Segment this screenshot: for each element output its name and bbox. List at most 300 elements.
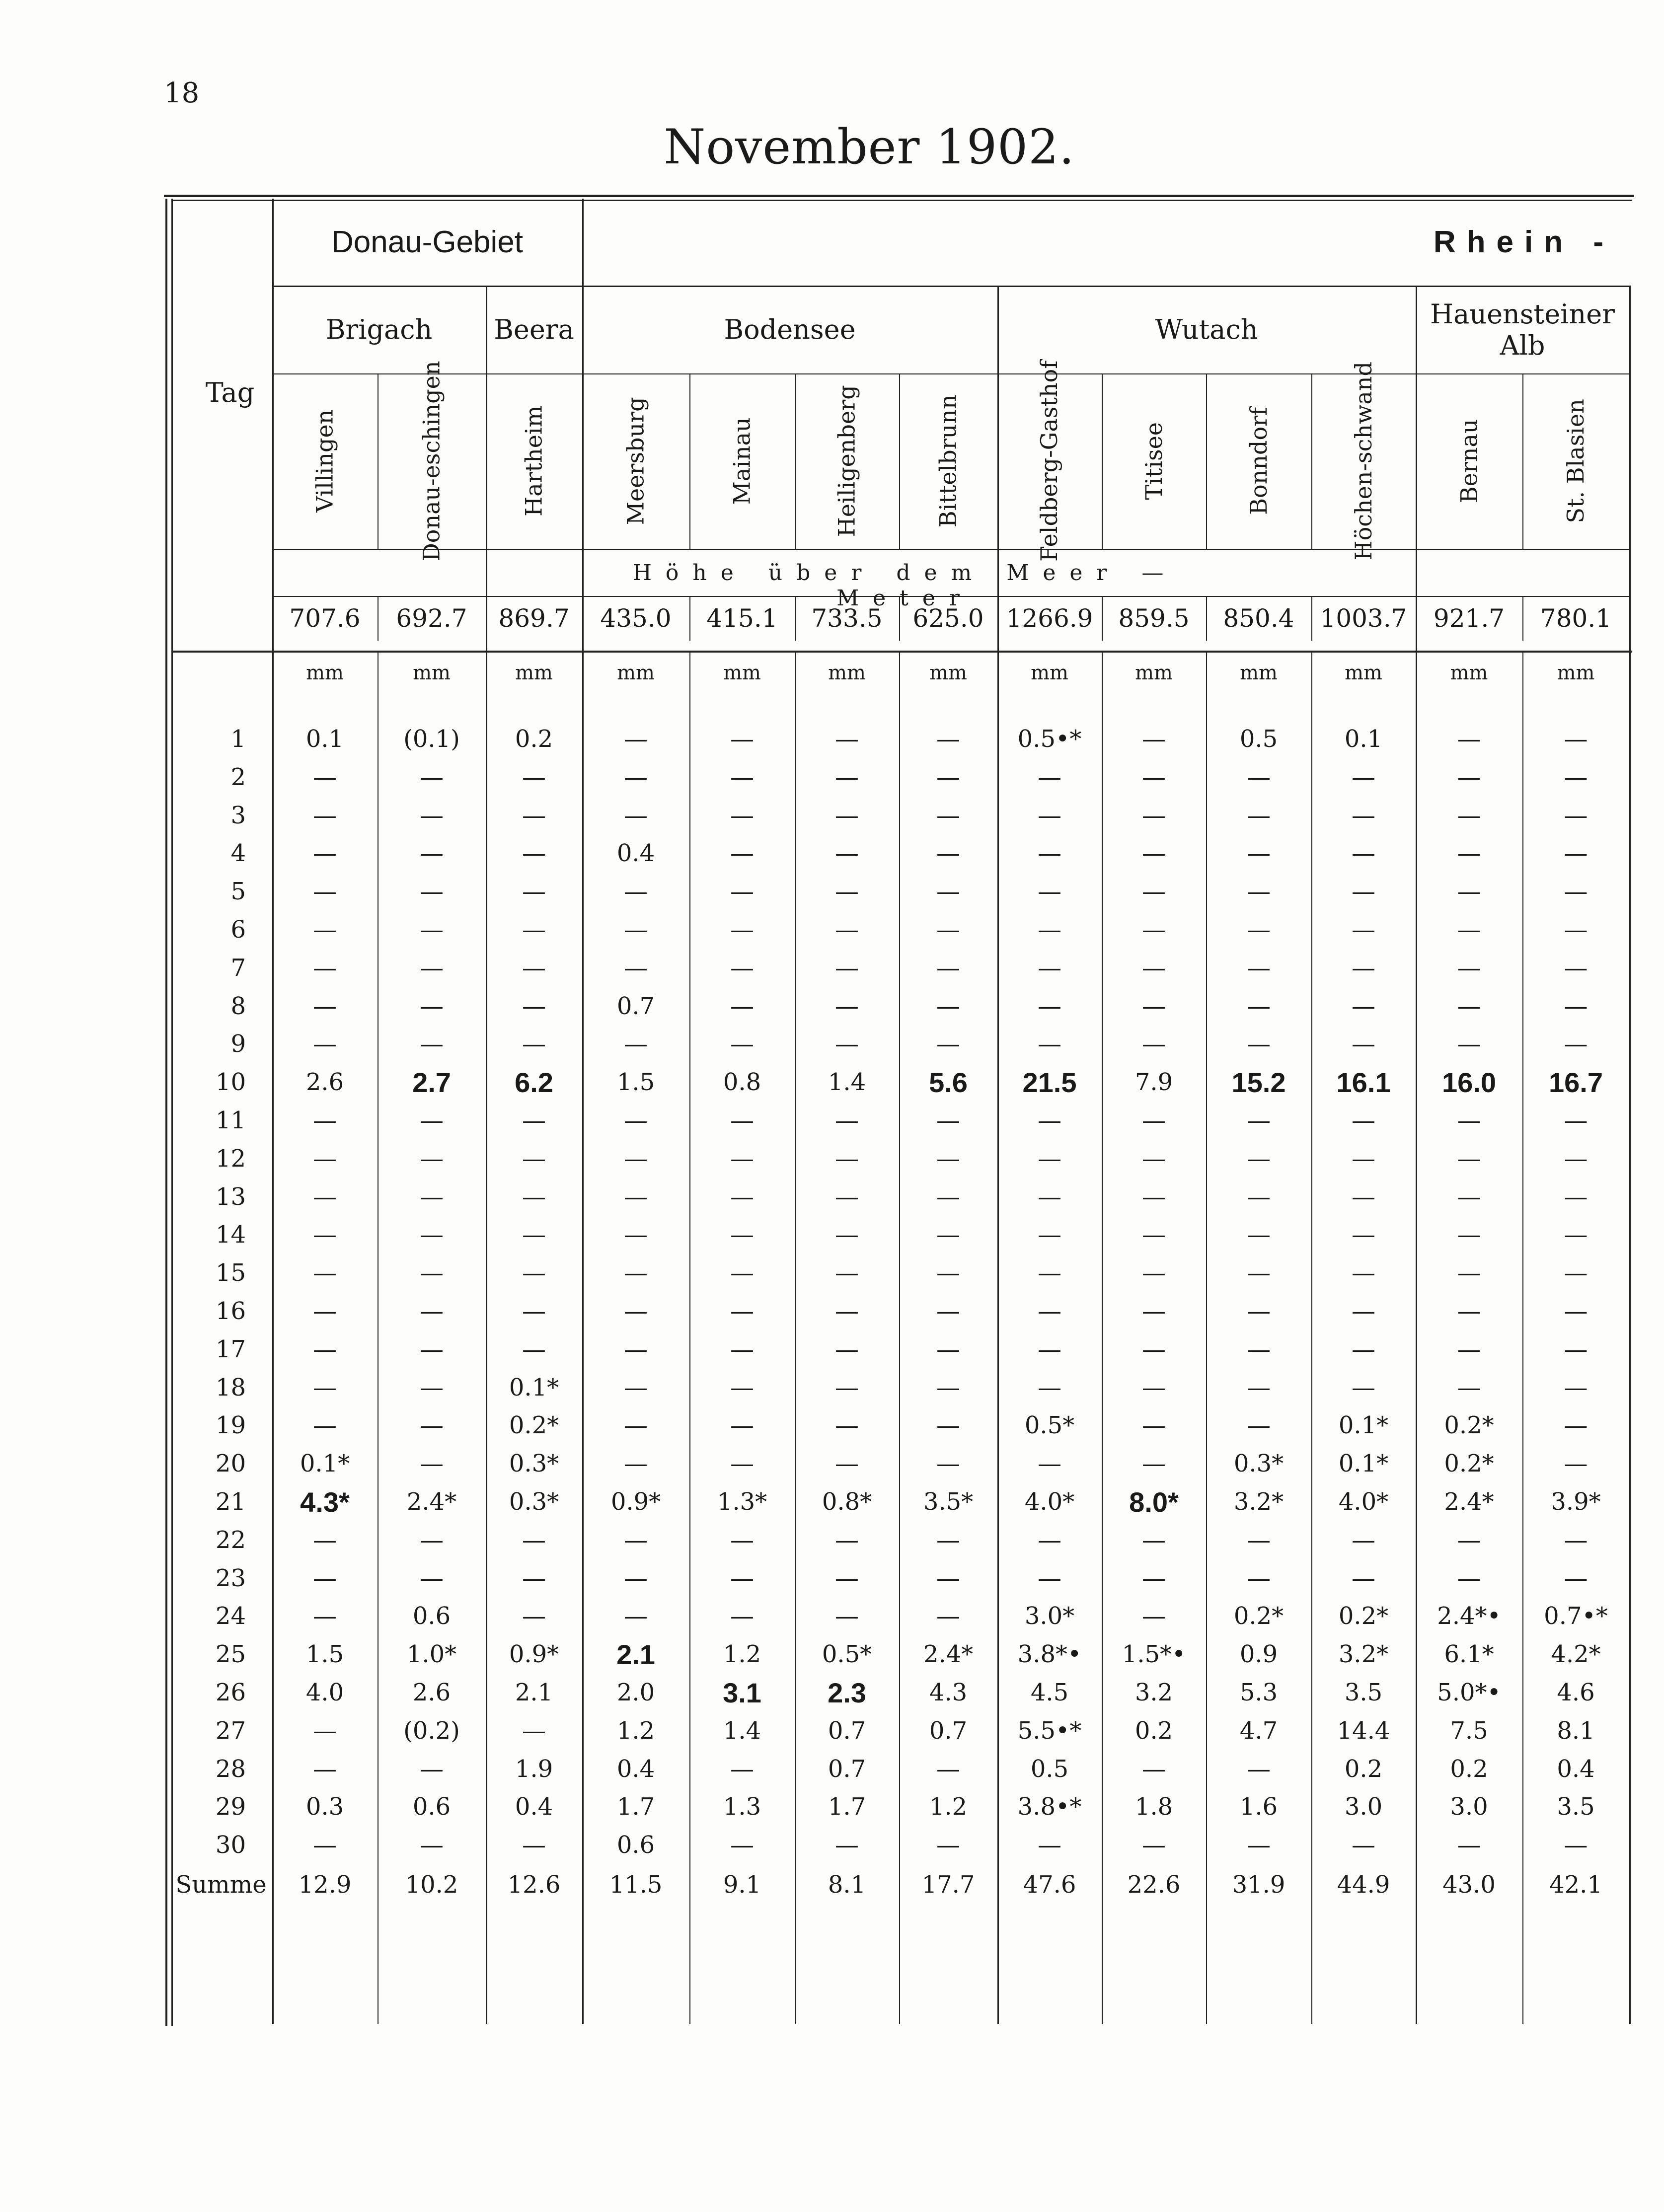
- precip-value: 0.2: [1344, 1755, 1383, 1783]
- precip-value: —: [624, 763, 648, 791]
- precip-value: 2.4*: [923, 1640, 974, 1669]
- precip-value: —: [1142, 725, 1166, 753]
- day-number: 29: [215, 1793, 246, 1821]
- precip-value: —: [624, 1144, 648, 1173]
- precip-value: —: [1247, 1297, 1271, 1325]
- precip-value: (0.2): [403, 1716, 460, 1745]
- precip-value: 2.4*: [1444, 1488, 1494, 1516]
- precip-value: —: [835, 878, 859, 906]
- tag-header: Tag: [205, 376, 255, 408]
- precip-value: 0.2: [515, 725, 553, 753]
- unit-label: mm: [723, 662, 761, 684]
- precip-value: —: [313, 1831, 337, 1859]
- precip-value: 0.2: [1450, 1755, 1488, 1783]
- precip-value: —: [835, 954, 859, 982]
- precip-value: —: [1564, 1450, 1588, 1478]
- precip-value: —: [1352, 1259, 1375, 1287]
- precip-value: —: [420, 1831, 444, 1859]
- precip-value: —: [1142, 1602, 1166, 1630]
- precip-value: —: [420, 1221, 444, 1249]
- precip-value: —: [1352, 1297, 1375, 1325]
- precip-value: —: [1352, 1564, 1375, 1592]
- precip-value: 0.4: [616, 1755, 655, 1783]
- precip-value: 3.5*: [923, 1488, 974, 1516]
- precip-value: 0.1*: [1338, 1450, 1389, 1478]
- monthly-sum: 17.7: [921, 1871, 975, 1899]
- precip-value: —: [1142, 801, 1166, 829]
- precip-value: —: [420, 801, 444, 829]
- precip-value: —: [730, 1450, 754, 1478]
- page-title: [0, 119, 1664, 175]
- station-altitude-8: 1266.9: [1006, 604, 1093, 633]
- precip-value: —: [313, 1030, 337, 1058]
- precip-value: 0.7: [828, 1716, 866, 1745]
- region-donau-header: Donau-Gebiet: [331, 225, 524, 259]
- precip-value: —: [1457, 878, 1481, 906]
- precip-value: 2.1: [515, 1679, 553, 1706]
- monthly-sum: 12.6: [507, 1871, 561, 1899]
- day-number: 30: [215, 1831, 246, 1859]
- precip-value: 2.0: [616, 1679, 655, 1706]
- precip-value: 0.3*: [1233, 1450, 1284, 1478]
- precip-value: 4.3*: [300, 1486, 350, 1518]
- monthly-sum: 42.1: [1549, 1871, 1602, 1899]
- precip-value: 0.1: [1344, 725, 1383, 753]
- precip-value: —: [1038, 1297, 1061, 1325]
- precip-value: —: [835, 1831, 859, 1859]
- station-altitude-12: 921.7: [1433, 604, 1505, 633]
- precip-value: —: [936, 1564, 960, 1592]
- precip-value: —: [624, 1335, 648, 1363]
- precip-value: 8.1: [1557, 1716, 1595, 1745]
- precip-value: —: [420, 878, 444, 906]
- precip-value: 1.5: [616, 1068, 655, 1097]
- precip-value: 0.4: [616, 839, 655, 868]
- precip-value: —: [1457, 801, 1481, 829]
- precip-value: 0.1: [305, 725, 344, 753]
- station-name-text: Bittelbrunn: [934, 394, 962, 528]
- precip-value: —: [313, 1602, 337, 1630]
- precip-value: 1.7: [828, 1793, 866, 1821]
- monthly-sum: 10.2: [405, 1871, 458, 1899]
- precip-value: 5.0*•: [1437, 1679, 1501, 1706]
- precip-value: —: [522, 954, 546, 982]
- precip-value: —: [730, 1755, 754, 1783]
- precip-value: —: [1564, 1564, 1588, 1592]
- precip-value: 0.8*: [822, 1488, 872, 1516]
- precip-value: —: [1247, 1030, 1271, 1058]
- station-altitude-5: 415.1: [706, 604, 778, 633]
- day-number: 6: [230, 916, 246, 944]
- station-name-13: [1522, 373, 1629, 549]
- left-double-rule: [165, 199, 167, 2026]
- precip-value: 0.9*: [509, 1640, 559, 1669]
- precip-value: —: [1352, 763, 1375, 791]
- precip-value: —: [1564, 725, 1588, 753]
- day-number: 18: [215, 1373, 246, 1401]
- precip-value: 8.0*: [1129, 1486, 1179, 1518]
- precip-value: 3.2: [1135, 1679, 1173, 1706]
- precip-value: —: [313, 1755, 337, 1783]
- precip-value: 0.4: [1557, 1755, 1595, 1783]
- precip-value: —: [1352, 1106, 1375, 1134]
- precip-value: —: [730, 1259, 754, 1287]
- precip-value: 3.8•*: [1017, 1793, 1082, 1821]
- day-number: 20: [215, 1450, 246, 1478]
- precip-value: 0.5: [1030, 1755, 1069, 1783]
- precip-value: —: [835, 801, 859, 829]
- precip-value: —: [420, 1030, 444, 1058]
- precip-value: —: [835, 1526, 859, 1554]
- precip-value: —: [313, 763, 337, 791]
- precip-value: 3.0: [1450, 1793, 1488, 1821]
- unit-label: mm: [515, 662, 553, 684]
- precip-value: —: [420, 992, 444, 1020]
- precip-value: 0.5*: [1024, 1411, 1075, 1440]
- group-header-hauensteiner-alb: Hauensteiner Alb: [1430, 298, 1615, 361]
- precip-value: —: [522, 1221, 546, 1249]
- precip-value: —: [1352, 1144, 1375, 1173]
- precip-value: —: [522, 1831, 546, 1859]
- precip-value: —: [936, 1411, 960, 1440]
- precip-value: 1.3*: [717, 1488, 767, 1516]
- station-name-1: [272, 373, 378, 549]
- precip-value: —: [624, 1221, 648, 1249]
- precip-value: 16.1: [1336, 1066, 1391, 1098]
- precip-value: 3.8*•: [1017, 1640, 1082, 1669]
- precip-value: —: [1352, 992, 1375, 1020]
- precip-value: —: [835, 1335, 859, 1363]
- precip-value: —: [1247, 992, 1271, 1020]
- precip-value: —: [1352, 878, 1375, 906]
- precip-value: —: [936, 1106, 960, 1134]
- precip-value: —: [420, 1411, 444, 1440]
- precip-value: —: [1457, 1182, 1481, 1211]
- precip-value: —: [1247, 1564, 1271, 1592]
- precip-value: 4.0: [305, 1679, 344, 1706]
- precip-value: —: [522, 1602, 546, 1630]
- precip-value: 2.3: [828, 1677, 866, 1708]
- precip-value: —: [936, 1297, 960, 1325]
- precip-value: —: [1564, 1221, 1588, 1249]
- precip-value: 1.8: [1135, 1793, 1173, 1821]
- day-number: 27: [215, 1716, 246, 1745]
- day-number: 5: [230, 878, 246, 906]
- precip-value: 1.4: [723, 1716, 761, 1745]
- precip-value: —: [522, 839, 546, 868]
- day-number: 24: [215, 1602, 246, 1630]
- precip-value: 5.3: [1239, 1679, 1278, 1706]
- precip-value: 1.9: [515, 1755, 553, 1783]
- precip-value: —: [522, 992, 546, 1020]
- station-name-text: Höchen-schwand: [1350, 362, 1377, 561]
- precip-value: 2.6: [305, 1068, 344, 1097]
- precip-value: —: [730, 878, 754, 906]
- precip-value: —: [730, 992, 754, 1020]
- precip-value: 0.7: [828, 1755, 866, 1783]
- precip-value: —: [522, 1182, 546, 1211]
- precip-value: —: [1247, 1335, 1271, 1363]
- station-name-3: [486, 373, 582, 549]
- precip-value: —: [1457, 1030, 1481, 1058]
- precip-value: 0.2*: [509, 1411, 559, 1440]
- day-number: 17: [215, 1335, 246, 1363]
- precip-value: 14.4: [1337, 1716, 1390, 1745]
- precip-value: 0.2*: [1444, 1411, 1494, 1440]
- precip-value: —: [1142, 954, 1166, 982]
- precip-value: 0.5•*: [1017, 725, 1082, 753]
- unit-label: mm: [1345, 662, 1382, 684]
- monthly-sum: 11.5: [609, 1871, 663, 1899]
- precip-value: —: [624, 1526, 648, 1554]
- precip-value: —: [1352, 801, 1375, 829]
- precip-value: —: [835, 1144, 859, 1173]
- precip-value: —: [313, 1411, 337, 1440]
- monthly-sum: 12.9: [298, 1871, 352, 1899]
- station-name-text: Mainau: [728, 417, 756, 505]
- precip-value: —: [730, 839, 754, 868]
- precip-value: 7.5: [1450, 1716, 1488, 1745]
- precip-value: —: [835, 1564, 859, 1592]
- precip-value: 0.3: [305, 1793, 344, 1821]
- precip-value: 1.2: [616, 1716, 655, 1745]
- unit-label: mm: [929, 662, 967, 684]
- precip-value: —: [522, 1335, 546, 1363]
- station-name-4: [582, 373, 689, 549]
- precip-value: —: [420, 1106, 444, 1134]
- precip-value: 0.1*: [1338, 1411, 1389, 1440]
- precip-value: —: [1457, 1221, 1481, 1249]
- monthly-sum: 43.0: [1442, 1871, 1496, 1899]
- precip-value: —: [1247, 1106, 1271, 1134]
- station-altitude-2: 692.7: [396, 604, 467, 633]
- precip-value: —: [1142, 1144, 1166, 1173]
- precip-value: —: [313, 878, 337, 906]
- precip-value: —: [1247, 916, 1271, 944]
- day-number: 1: [230, 725, 246, 753]
- precip-value: —: [1142, 992, 1166, 1020]
- precip-value: 5.5•*: [1017, 1716, 1082, 1745]
- precip-value: —: [1352, 1030, 1375, 1058]
- precip-value: —: [835, 1106, 859, 1134]
- monthly-sum: 47.6: [1023, 1871, 1076, 1899]
- precip-value: —: [313, 1564, 337, 1592]
- precipitation-table: [164, 194, 1629, 2026]
- precip-value: —: [1142, 878, 1166, 906]
- precip-value: —: [1142, 916, 1166, 944]
- precip-value: 3.9*: [1551, 1488, 1601, 1516]
- precip-value: —: [1457, 1831, 1481, 1859]
- precip-value: —: [730, 725, 754, 753]
- precip-value: 1.5: [305, 1640, 344, 1669]
- precip-value: —: [1038, 839, 1061, 868]
- station-name-text: Feldberg-Gasthof: [1036, 360, 1063, 562]
- precip-value: 0.3*: [509, 1450, 559, 1478]
- precip-value: —: [936, 1144, 960, 1173]
- unit-label: mm: [1240, 662, 1278, 684]
- station-name-text: Bonndorf: [1245, 407, 1272, 515]
- station-name-text: Meersburg: [622, 397, 649, 525]
- precip-value: —: [624, 1106, 648, 1134]
- precip-value: —: [1564, 1335, 1588, 1363]
- precip-value: —: [522, 1030, 546, 1058]
- precip-value: —: [1142, 1106, 1166, 1134]
- precip-value: —: [313, 992, 337, 1020]
- precip-value: —: [1247, 878, 1271, 906]
- precip-value: 1.3: [723, 1793, 761, 1821]
- precip-value: —: [1564, 763, 1588, 791]
- precip-value: 0.2*: [1338, 1602, 1389, 1630]
- precip-value: —: [936, 1030, 960, 1058]
- precip-value: —: [522, 1144, 546, 1173]
- station-altitude-3: 869.7: [498, 604, 570, 633]
- right-edge-rule: [1629, 286, 1631, 2024]
- precip-value: 4.7: [1239, 1716, 1278, 1745]
- precip-value: —: [1457, 1335, 1481, 1363]
- precip-value: —: [1564, 1144, 1588, 1173]
- precip-value: —: [835, 1221, 859, 1249]
- station-name-7: [899, 373, 997, 549]
- group-header-brigach: Brigach: [325, 314, 433, 345]
- station-name-12: [1416, 373, 1522, 549]
- precip-value: —: [730, 1182, 754, 1211]
- precip-value: 4.5: [1030, 1679, 1069, 1706]
- precip-value: —: [835, 1030, 859, 1058]
- precip-value: —: [936, 1182, 960, 1211]
- precip-value: 3.5: [1344, 1679, 1383, 1706]
- precip-value: —: [936, 1450, 960, 1478]
- precip-value: —: [624, 1182, 648, 1211]
- precip-value: 0.3*: [509, 1488, 559, 1516]
- precip-value: —: [624, 1411, 648, 1440]
- precip-value: —: [624, 725, 648, 753]
- precip-value: —: [730, 801, 754, 829]
- precip-value: —: [313, 1106, 337, 1134]
- precip-value: —: [624, 1602, 648, 1630]
- unit-label: mm: [306, 662, 344, 684]
- precip-value: —: [1352, 916, 1375, 944]
- precip-value: —: [835, 1411, 859, 1440]
- precip-value: —: [835, 992, 859, 1020]
- precip-value: 2.6: [412, 1679, 451, 1706]
- station-name-text: Donau-eschingen: [418, 361, 445, 562]
- precip-value: —: [1247, 1411, 1271, 1440]
- precip-value: —: [624, 1297, 648, 1325]
- precip-value: —: [936, 1221, 960, 1249]
- day-number: 25: [215, 1640, 246, 1669]
- precip-value: 1.2: [723, 1640, 761, 1669]
- day-number: 28: [215, 1755, 246, 1783]
- precip-value: 3.2*: [1338, 1640, 1389, 1669]
- station-name-text: Hartheim: [520, 405, 547, 517]
- region-rhein-header: Rhein -: [1433, 225, 1614, 259]
- station-name-2: [378, 361, 486, 562]
- precip-value: —: [1142, 1259, 1166, 1287]
- precip-value: —: [1038, 763, 1061, 791]
- precip-value: 16.7: [1549, 1066, 1603, 1098]
- precip-value: —: [1142, 763, 1166, 791]
- precip-value: —: [1352, 1182, 1375, 1211]
- precip-value: —: [420, 954, 444, 982]
- precip-value: 0.9: [1239, 1640, 1278, 1669]
- precip-value: 6.2: [515, 1066, 553, 1098]
- precip-value: 2.4*: [406, 1488, 457, 1516]
- precip-value: 0.5*: [822, 1640, 872, 1669]
- precip-value: —: [1457, 954, 1481, 982]
- unit-label: mm: [1135, 662, 1173, 684]
- precip-value: —: [1142, 1831, 1166, 1859]
- precip-value: 0.8: [723, 1068, 761, 1097]
- precip-value: —: [1142, 1373, 1166, 1401]
- day-number: 21: [215, 1488, 246, 1516]
- day-number: 8: [230, 992, 246, 1020]
- precip-value: —: [313, 916, 337, 944]
- precip-value: 4.0*: [1024, 1488, 1075, 1516]
- precip-value: 2.4*•: [1437, 1602, 1501, 1630]
- station-altitude-13: 780.1: [1540, 604, 1612, 633]
- precip-value: —: [420, 1182, 444, 1211]
- monthly-sum: 22.6: [1127, 1871, 1181, 1899]
- precip-value: —: [936, 954, 960, 982]
- group-header-wutach: Wutach: [1155, 314, 1258, 345]
- page-number: 18: [164, 77, 200, 109]
- precip-value: 0.6: [412, 1793, 451, 1821]
- precip-value: —: [624, 1030, 648, 1058]
- precip-value: —: [835, 1297, 859, 1325]
- precip-value: —: [1038, 878, 1061, 906]
- precip-value: —: [936, 1373, 960, 1401]
- precip-value: 1.6: [1239, 1793, 1278, 1821]
- day-number: 10: [215, 1068, 246, 1097]
- precip-value: —: [624, 1373, 648, 1401]
- precip-value: —: [730, 1831, 754, 1859]
- precip-value: —: [730, 1030, 754, 1058]
- precip-value: 3.2*: [1233, 1488, 1284, 1516]
- precip-value: —: [522, 1564, 546, 1592]
- precip-value: —: [420, 1373, 444, 1401]
- precip-value: —: [313, 1526, 337, 1554]
- precip-value: —: [1564, 1182, 1588, 1211]
- precip-value: 2.7: [412, 1066, 451, 1098]
- precip-value: —: [936, 916, 960, 944]
- precip-value: —: [1247, 1259, 1271, 1287]
- precip-value: —: [522, 1106, 546, 1134]
- precip-value: —: [936, 1526, 960, 1554]
- precip-value: —: [522, 916, 546, 944]
- precip-value: (0.1): [403, 725, 460, 753]
- precip-value: 0.7: [616, 992, 655, 1020]
- precip-value: 3.0: [1344, 1793, 1383, 1821]
- precip-value: —: [1038, 992, 1061, 1020]
- day-number: 11: [215, 1106, 246, 1134]
- precip-value: —: [936, 1335, 960, 1363]
- station-name-text: Titisee: [1140, 422, 1167, 500]
- precip-value: —: [1142, 839, 1166, 868]
- precip-value: —: [1038, 916, 1061, 944]
- precip-value: 0.6: [412, 1602, 451, 1630]
- station-altitude-1: 707.6: [289, 604, 361, 633]
- precip-value: —: [1247, 801, 1271, 829]
- header-bottom-rule: [171, 651, 1632, 653]
- precip-value: 3.5: [1557, 1793, 1595, 1821]
- precip-value: 0.2*: [1444, 1450, 1494, 1478]
- station-name-10: [1206, 373, 1311, 549]
- precip-value: —: [1564, 1106, 1588, 1134]
- precip-value: —: [1247, 839, 1271, 868]
- day-number: 14: [215, 1221, 246, 1249]
- precip-value: —: [1038, 1450, 1061, 1478]
- precip-value: —: [1247, 1526, 1271, 1554]
